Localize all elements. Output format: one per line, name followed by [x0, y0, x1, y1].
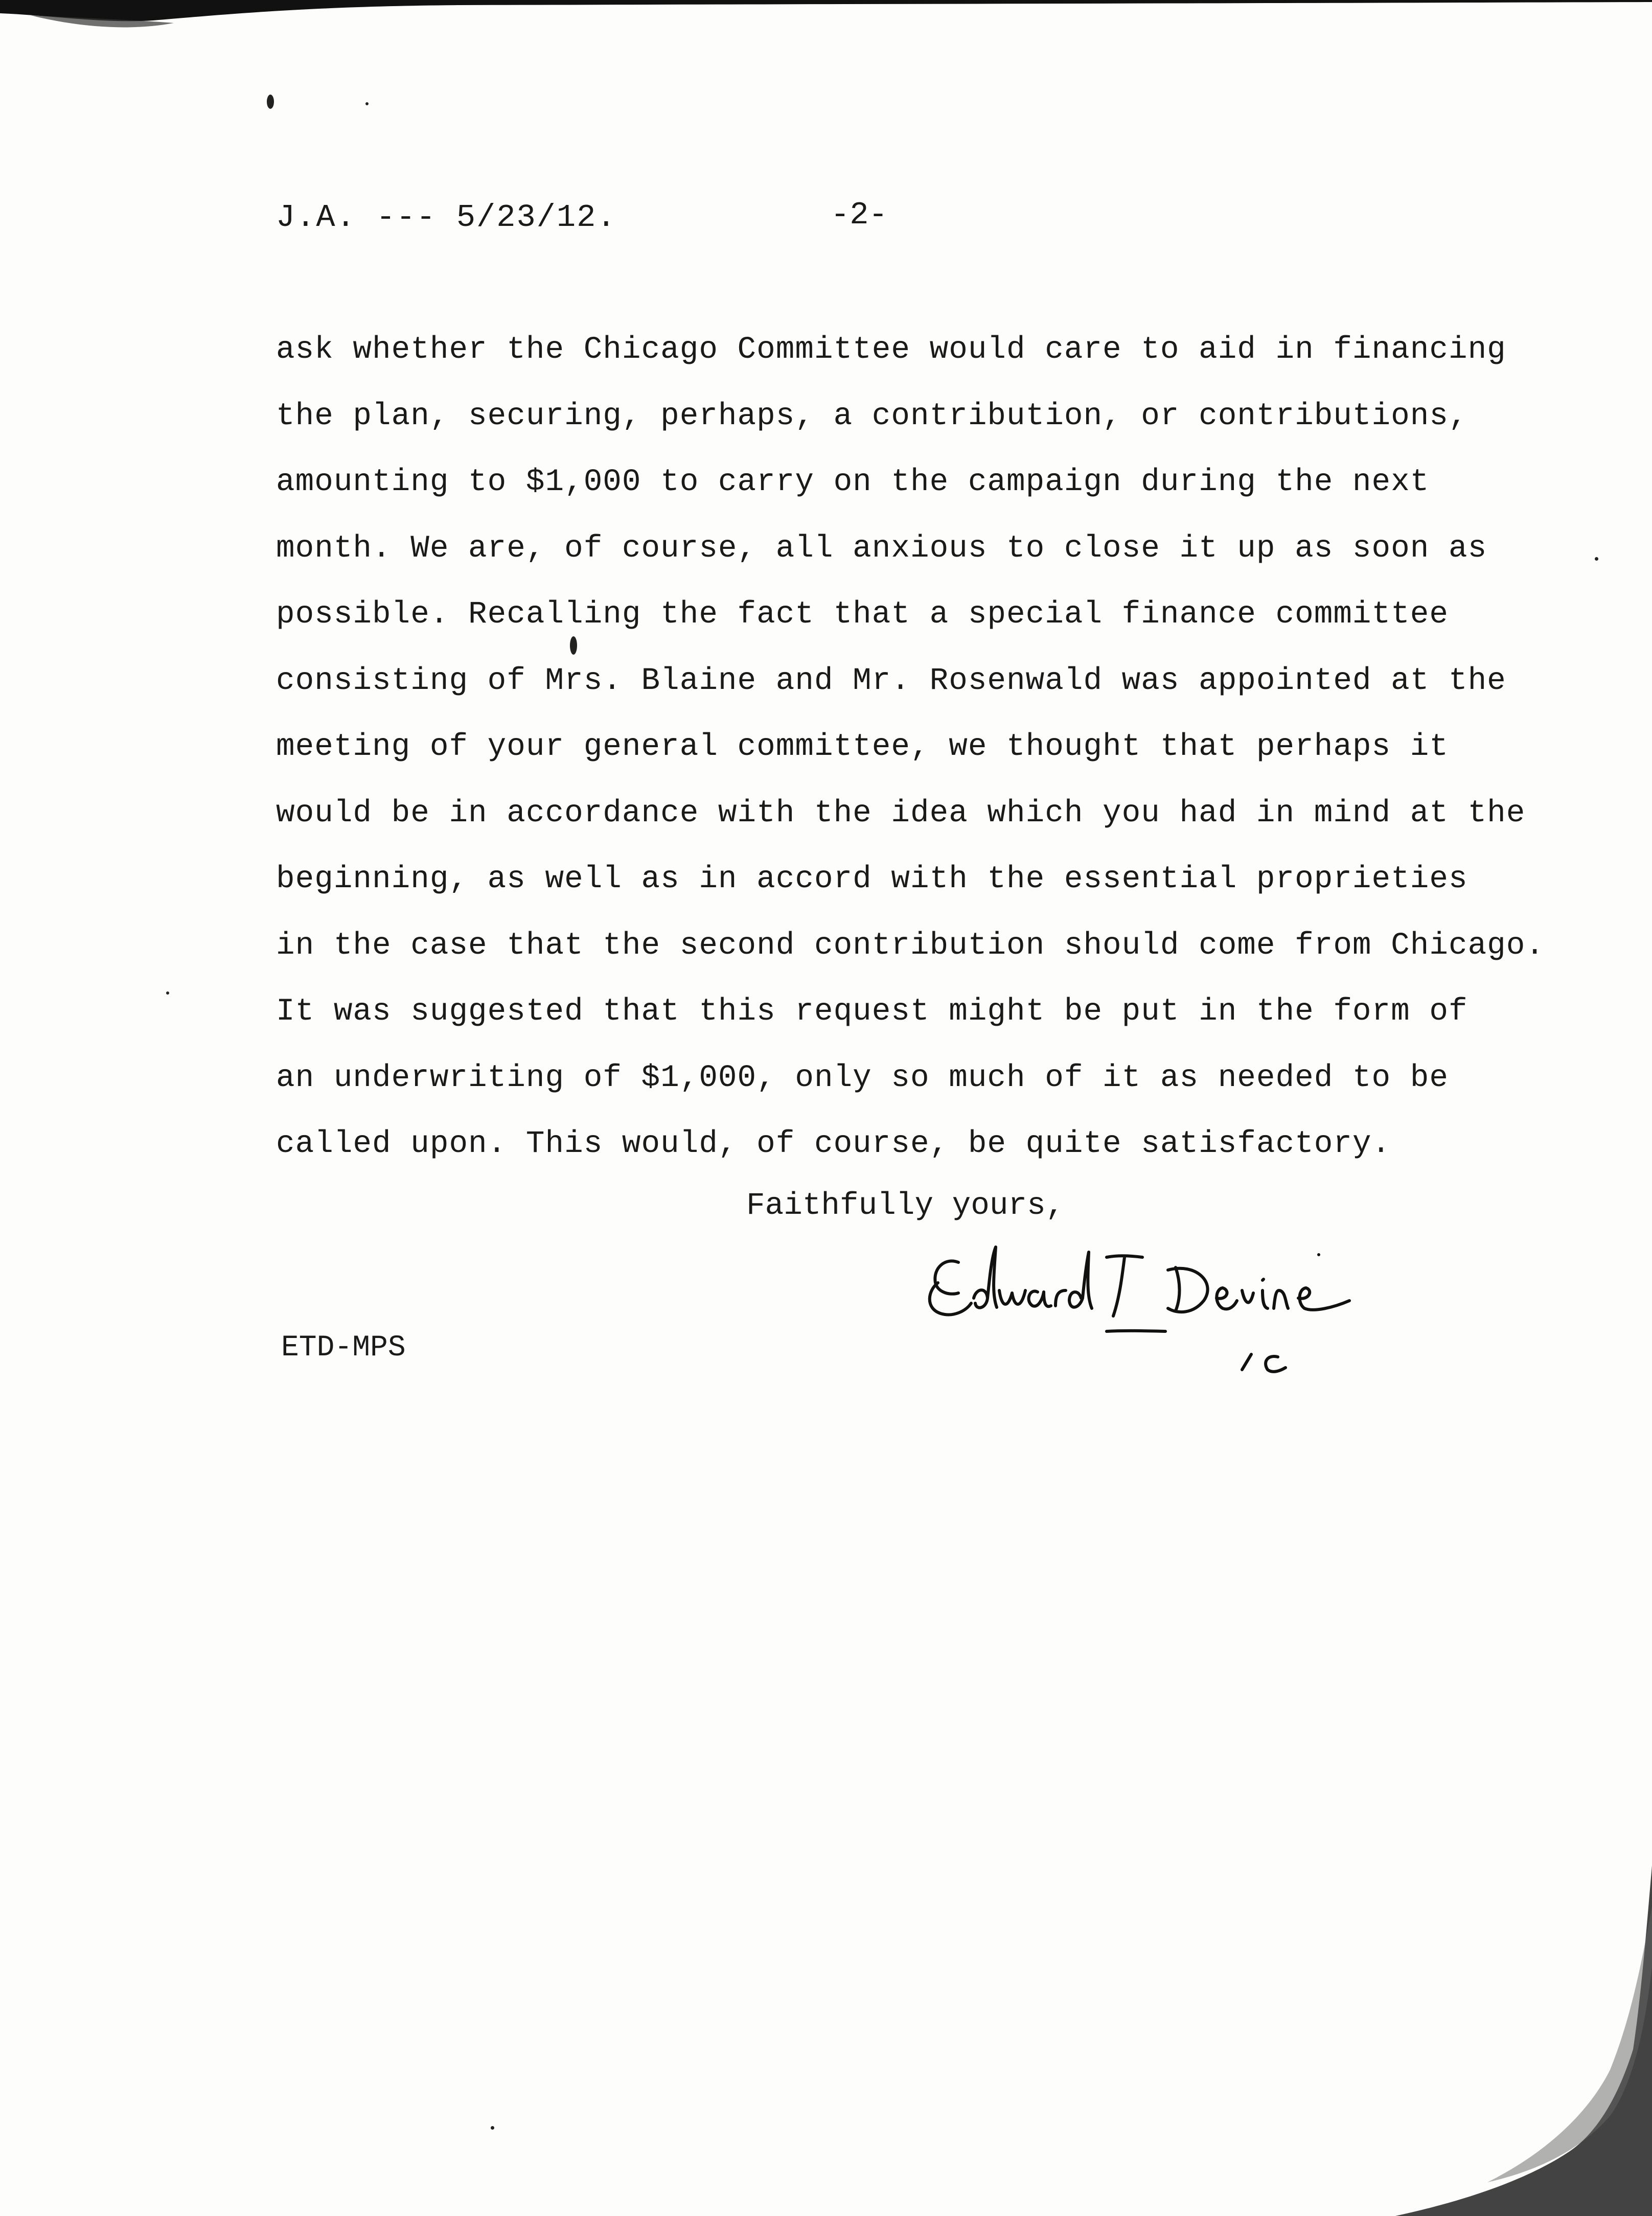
body-line: ask whether the Chicago Committee would care to aid in financing [276, 332, 1506, 367]
page-number: -2- [831, 197, 888, 233]
handwritten-signature [910, 1227, 1370, 1380]
body-line: in the case that the second contribution should come from Chicago. [276, 928, 1545, 963]
scan-speck [166, 991, 169, 995]
body-line: the plan, securing, perhaps, a contribution, or contributions, [276, 398, 1468, 434]
body-line: an underwriting of $1,000, only so much of it as needed to be [276, 1060, 1449, 1096]
body-line: It was suggested that this request might be put in the form of [276, 994, 1468, 1029]
body-line: consisting of Mrs. Blaine and Mr. Rosenwald was appointed at the [276, 663, 1506, 699]
letter-reference: J.A. --- 5/23/12. [276, 199, 617, 236]
scan-speck [365, 102, 369, 105]
scan-speck [267, 95, 274, 109]
scan-speck [1595, 557, 1598, 561]
scan-edge-top [0, 0, 1652, 31]
scan-edge-bottom-right [1355, 1865, 1652, 2216]
scan-speck [491, 2126, 494, 2130]
typist-initials: ETD-MPS [281, 1331, 406, 1365]
body-line: possible. Recalling the fact that a special finance committee [276, 597, 1449, 632]
letter-body [276, 317, 1544, 1178]
body-line: called upon. This would, of course, be quite satisfactory. [276, 1126, 1391, 1162]
body-line: beginning, as well as in accord with the essential proprieties [276, 862, 1468, 897]
body-line: month. We are, of course, all anxious to close it up as soon as [276, 530, 1487, 566]
body-line: meeting of your general committee, we thought that perhaps it [276, 729, 1449, 765]
body-line: amounting to $1,000 to carry on the campaign during the next [276, 465, 1430, 500]
body-line: would be in accordance with the idea which you had in mind at the [276, 795, 1526, 831]
closing-salutation: Faithfully yours, [746, 1188, 1065, 1224]
